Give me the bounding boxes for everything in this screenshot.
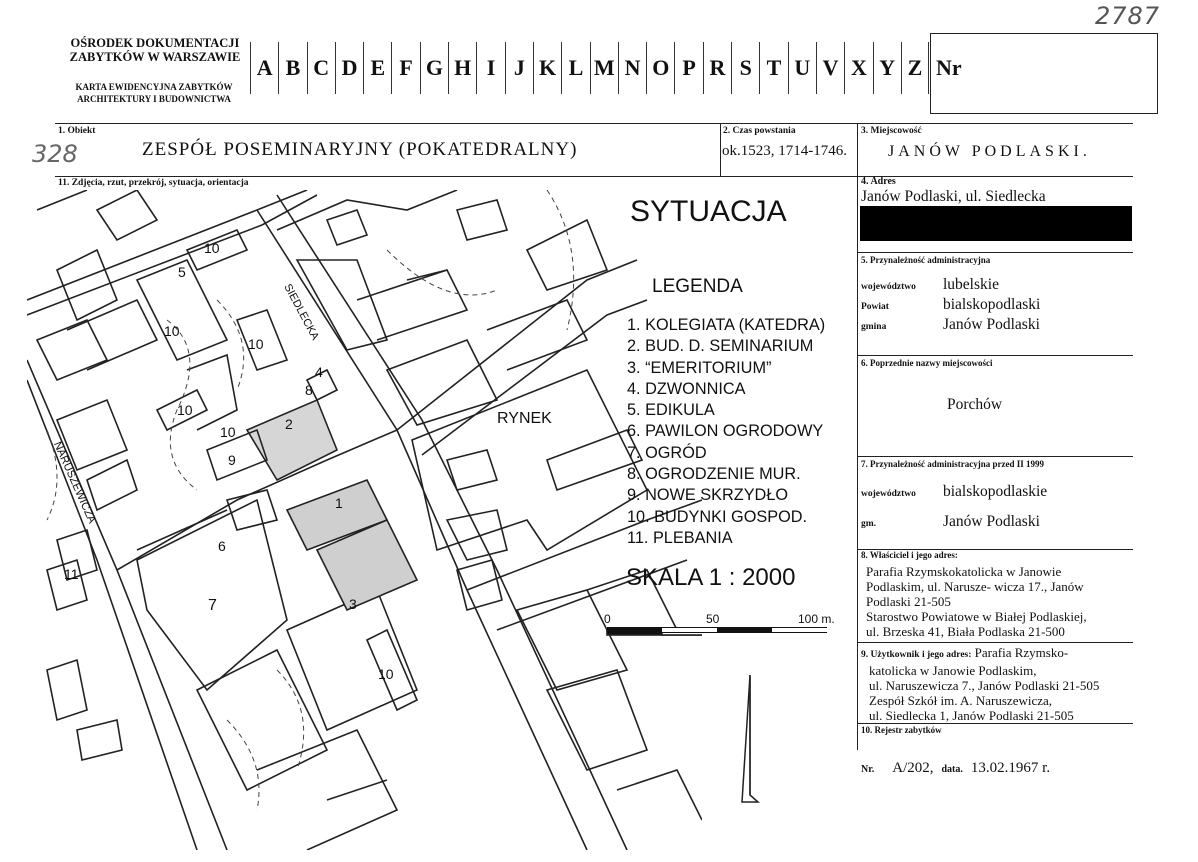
kv-value: lubelskie [943,276,999,293]
kv-key: Powiat [861,302,889,312]
map-label-rynek: RYNEK [497,410,552,427]
map-label-10f: 10 [378,666,394,682]
letter-cell-m: M [590,42,618,94]
redaction-bar [860,206,1132,241]
user-lines [861,663,1133,723]
kv-row [861,483,1047,513]
kv-row [861,296,1040,316]
map-label-11: 11 [64,566,79,582]
letter-cell-g: G [420,42,448,94]
legend-item: 1. KOLEGIATA (KATEDRA) [627,316,826,334]
handwritten-number: 2787 [1095,2,1161,30]
letter-cell-o: O [646,42,674,94]
owner-lines [866,564,1128,639]
map-label-10d: 10 [177,402,193,418]
divider-right-column [857,123,858,750]
text-line: katolicka w Janowie Podlaskim, [869,663,1037,678]
admin-rows [861,276,1040,336]
rule-object [55,176,1133,177]
letter-cell-h: H [448,42,476,94]
letter-cell-c: C [307,42,335,94]
photos-label: 11. Zdjęcia, rzut, przekrój, sytuacja, orientacja [58,178,249,188]
text-line: Zespół Szkół im. A. Naruszewicza, [869,693,1053,708]
prev-names-value: Porchów [947,396,1003,413]
letter-cell-f: F [391,42,419,94]
time-label: 2. Czas powstania [723,126,796,136]
map-title: SYTUACJA [630,195,787,228]
place-value: JANÓW PODLASKI. [888,143,1091,160]
legend-item: 10. BUDYNKI GOSPOD. [627,507,808,526]
kv-row [861,276,1040,296]
address-value: Janów Podlaski, ul. Siedlecka [861,188,1046,205]
letter-cell-e: E [363,42,391,94]
kv-value: Janów Podlaski [943,316,1040,333]
letter-cell-z: Z [901,42,929,94]
letter-cell-l: L [561,42,589,94]
text-line: ul. Siedlecka 1, Janów Podlaski 21-505 [869,708,1074,723]
legend-item: 4. DZWONNICA [627,379,746,398]
org-line-1: OŚRODEK DOKUMENTACJI [70,36,240,50]
letter-cell-t: T [759,42,787,94]
scale-tick-0: 0 [604,612,611,626]
kv-row [861,513,1047,543]
map-label-10e: 10 [220,424,236,440]
kv-value: Janów Podlaski [943,513,1040,530]
map-street-siedlecka: SIEDLECKA [281,282,321,343]
map-label-3: 3 [349,596,357,612]
scale-label: SKALA 1 : 2000 [626,564,796,591]
owner-label: 8. Właściciel i jego adres: [861,550,958,560]
nr-label: Nr [936,55,962,80]
text-line: ul. Brzeska 41, Biała Podlaska 21-500 [866,624,1065,639]
text-line: ul. Naruszewicza 7., Janów Podlaski 21-505 [869,678,1100,693]
map-label-2: 2 [285,416,293,432]
rule-7 [857,456,1133,457]
card-subtitle [58,81,250,105]
legend-list [627,315,825,549]
map-label-6: 6 [218,538,226,554]
map-label-10a: 10 [204,240,220,256]
letter-cell-n: N [618,42,646,94]
kv-key: województwo [861,282,916,292]
letter-cell-u: U [788,42,816,94]
map-label-7: 7 [208,597,217,614]
letter-cell-p: P [674,42,702,94]
legend-item: 7. OGRÓD [627,443,707,462]
map-label-5: 5 [178,264,186,280]
classification-letters [250,42,929,94]
prev-names-label: 6. Poprzednie nazwy miejscowości [861,358,993,368]
kv-value: bialskopodlaskie [943,483,1048,500]
letter-cell-k: K [533,42,561,94]
scale-tick-50: 50 [706,612,720,626]
register-row [861,760,1050,777]
legend-item: 2. BUD. D. SEMINARIUM [627,337,814,356]
kv-key: gmina [861,322,887,332]
legend-item: 3. “EMERITORIUM” [627,358,772,377]
rule-header [55,123,1133,124]
register-nr-label: Nr. [861,764,875,775]
divider-time [720,123,721,176]
text-line: Parafia Rzymskokatolicka w Janowie [866,564,1062,579]
text-line: Starostwo Powiatowe w Białej Podlaskiej, [866,609,1087,624]
letter-cell-s: S [731,42,759,94]
admin-label: 5. Przynależność administracyjna [861,255,991,265]
letter-cell-i: I [476,42,504,94]
address-label: 4. Adres [861,176,896,187]
legend-item: 6. PAWILON OGRODOWY [627,422,824,441]
letter-cell-b: B [278,42,306,94]
map-label-8: 8 [305,382,313,398]
map-label-1: 1 [335,495,343,511]
rule-6 [857,355,1133,356]
time-value: ok.1523, 1714-1746. [722,143,847,159]
map-label-10b: 10 [164,323,180,339]
register-date-value: 13.02.1967 r. [970,760,1051,776]
letter-cell-d: D [335,42,363,94]
place-label: 3. Miejscowość [861,126,922,136]
rule-5 [857,252,1133,253]
org-title [60,36,250,64]
user-label: 9. Użytkownik i jego adres: [861,650,972,660]
map-label-10c: 10 [248,336,264,352]
kv-row [861,316,1040,336]
legend-item: 9. NOWE SKRZYDŁO [627,486,789,505]
map-label-4: 4 [315,364,323,380]
scale-tick-100: 100 m. [798,612,835,626]
legend-title: LEGENDA [652,276,743,297]
object-label: 1. Obiekt [58,126,96,136]
card-line-2: ARCHITEKTURY I BUDOWNICTWA [77,94,231,104]
org-line-2: ZABYTKÓW W WARSZAWIE [69,50,241,64]
kv-key: województwo [861,489,916,499]
handwritten-object-number: 328 [32,140,78,168]
user-first: Parafia Rzymsko- [974,645,1069,660]
text-line: Podlaskim, ul. Narusze- wicza 17., Janów [866,579,1084,594]
user-block [861,645,1133,723]
card-line-1: KARTA EWIDENCYJNA ZABYTKÓW [75,82,233,92]
legend-item: 5. EDIKULA [627,401,715,420]
register-nr-value: A/202, [892,760,934,776]
object-value: ZESPÓŁ POSEMINARYJNY (POKATEDRALNY) [142,139,578,160]
scale-and-north [600,620,840,860]
rule-9 [857,642,1133,643]
register-date-label: data. [941,764,963,775]
text-line: Podlaski 21-505 [866,594,951,609]
letter-cell-v: V [816,42,844,94]
admin-old-rows [861,483,1047,543]
legend-item: 8. OGRODZENIE MUR. [627,465,801,484]
legend-item: 11. PLEBANIA [627,528,733,547]
kv-value: bialskopodlaski [943,296,1041,313]
kv-key: gm. [861,519,877,529]
rule-10 [857,723,1133,724]
letter-cell-a: A [250,42,278,94]
admin-old-label: 7. Przynależność administracyjna przed II 1999 [861,459,1044,469]
map-label-9: 9 [228,452,236,468]
register-label: 10. Rejestr zabytków [861,725,942,735]
letter-cell-r: R [703,42,731,94]
nr-box [930,33,1158,114]
map-street-naruszewicza: NARUSZEWICZA [51,440,98,526]
letter-cell-j: J [505,42,533,94]
letter-cell-x: X [844,42,872,94]
letter-cell-y: Y [873,42,901,94]
